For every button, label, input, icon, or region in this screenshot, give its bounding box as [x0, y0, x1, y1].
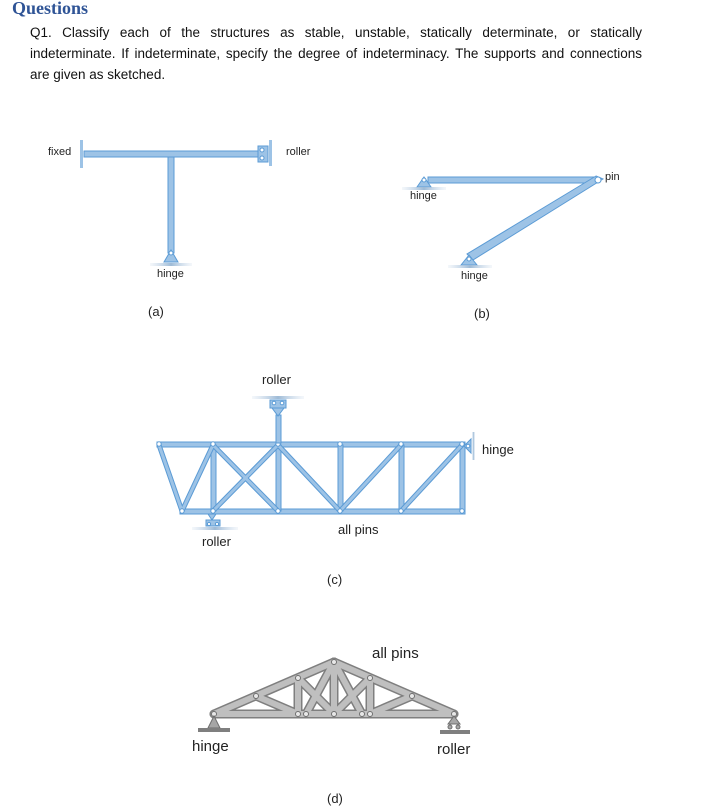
label-hinge-a: hinge	[157, 268, 184, 280]
horizontal-beam	[84, 151, 259, 157]
fixed-wall	[80, 140, 83, 168]
roller-support-bottom	[192, 514, 238, 530]
caption-b: (b)	[474, 306, 490, 321]
label-roller-c-bottom: roller	[202, 534, 231, 549]
caption-a: (a)	[148, 304, 164, 319]
caption-d: (d)	[327, 791, 343, 806]
label-hinge-d: hinge	[192, 738, 229, 755]
hinge-support-side	[464, 432, 475, 460]
section-heading: Questions	[12, 0, 89, 18]
hinge-support	[150, 250, 192, 266]
label-fixed: fixed	[48, 146, 72, 158]
roller-support-d	[440, 716, 470, 734]
roller-support	[258, 140, 272, 166]
label-hinge-b-top: hinge	[410, 190, 437, 202]
hinge-support-bottom	[448, 255, 492, 268]
figure-d	[198, 660, 470, 735]
diagonal-member	[467, 176, 603, 260]
roller-support-top	[252, 396, 304, 416]
figure-a	[80, 140, 272, 266]
label-roller-a: roller	[286, 146, 311, 158]
label-roller-d: roller	[437, 741, 471, 758]
vertical-column	[168, 157, 174, 253]
label-pin: pin	[605, 171, 620, 183]
label-hinge-b-bottom: hinge	[461, 270, 488, 282]
top-member	[428, 177, 598, 183]
caption-c: (c)	[327, 572, 343, 587]
pin-joint	[595, 177, 601, 183]
label-hinge-c: hinge	[482, 442, 514, 457]
figure-c	[157, 396, 475, 530]
label-roller-c-top: roller	[262, 372, 291, 387]
label-all-pins-d: all pins	[372, 645, 419, 662]
question-text: Q1. Classify each of the structures as stable, unstable, statically determinate, or statically indeterminate. If indeterminate, specify the degree of indeterminacy. The supports and connections are given as sketched.	[30, 25, 642, 82]
label-all-pins-c: all pins	[338, 522, 379, 537]
